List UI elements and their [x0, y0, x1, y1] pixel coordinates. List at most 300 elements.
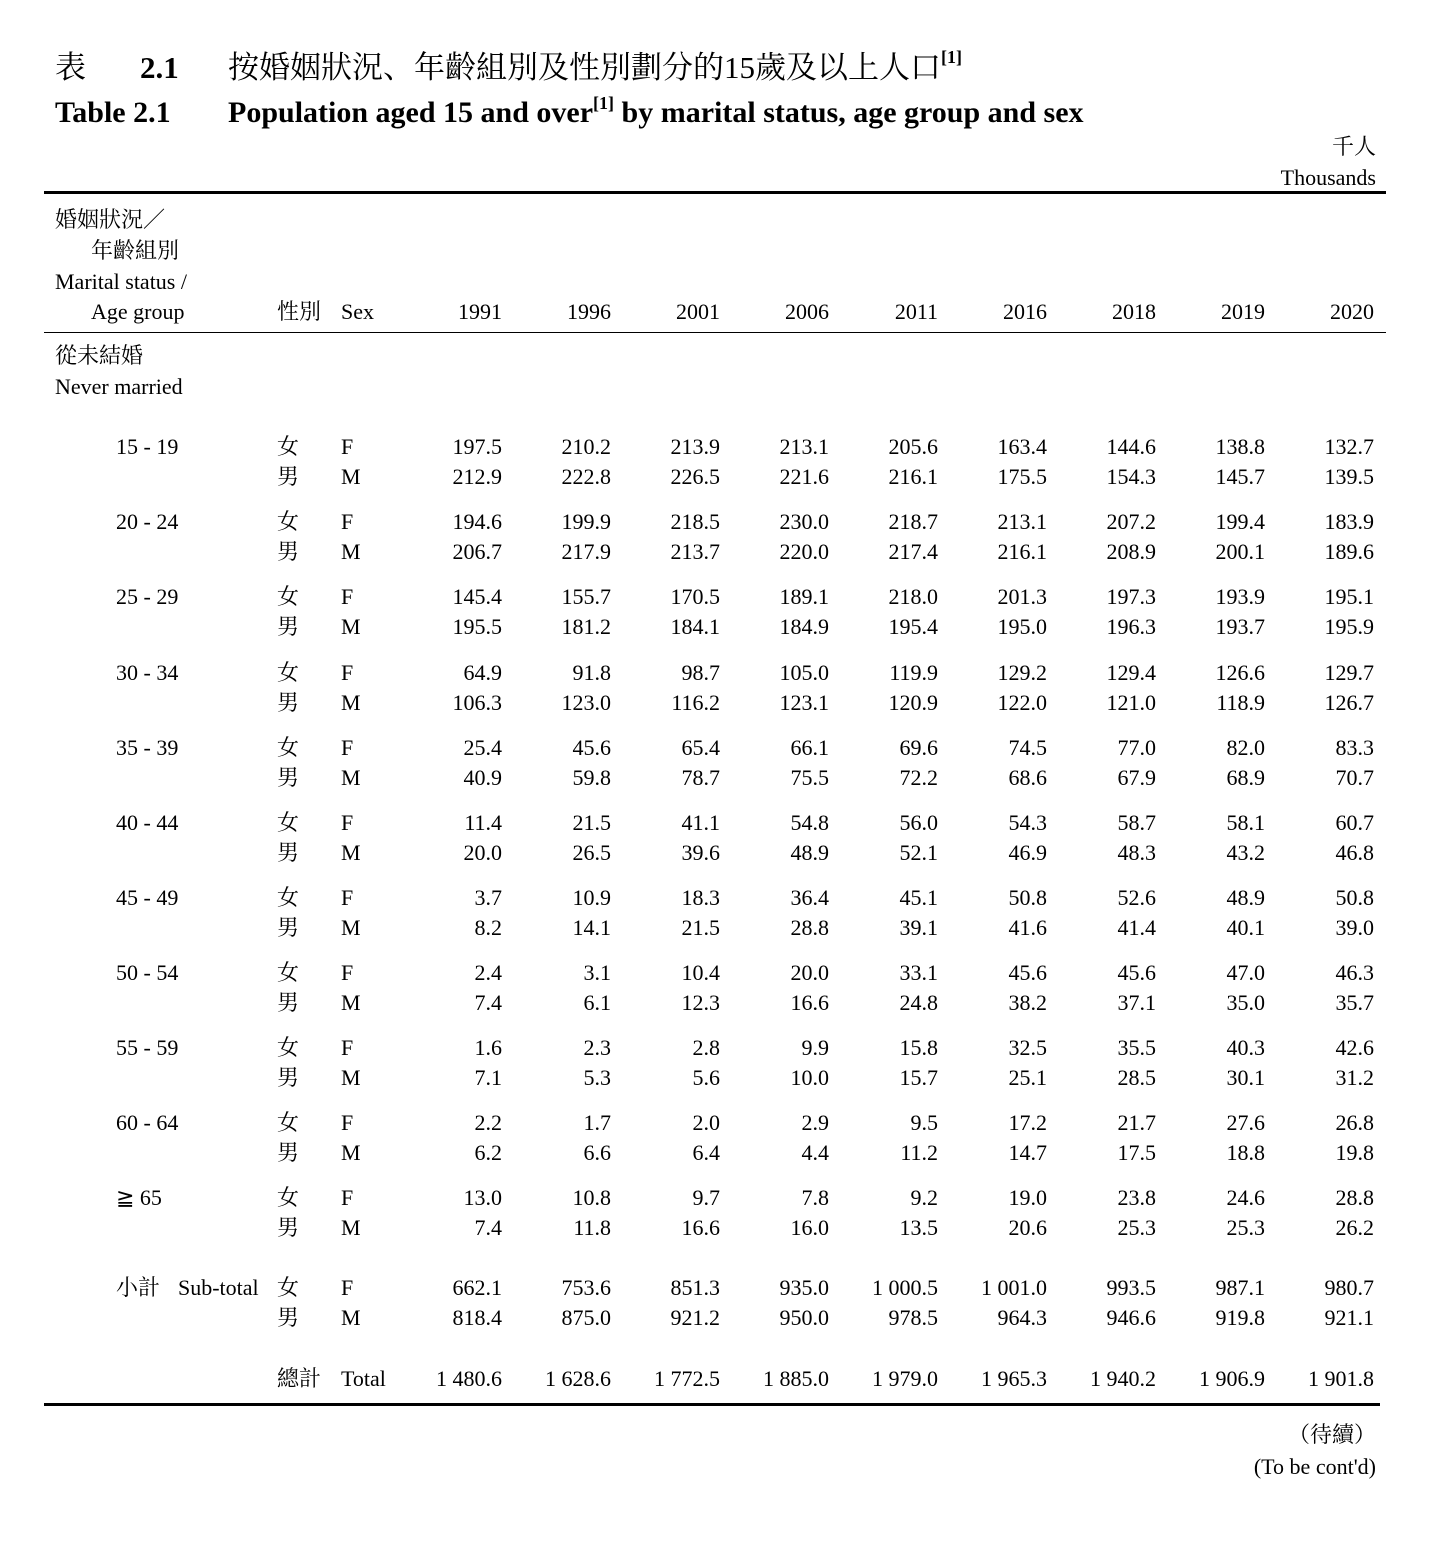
value-cell-f: 132.7: [1324, 434, 1374, 459]
value-cell-f: 82.0: [1226, 735, 1265, 760]
value-cell-m: 16.0: [790, 1215, 829, 1240]
sex-m-en: M: [341, 690, 361, 715]
sex-f-zh: 女: [277, 434, 300, 459]
age-group-label: 50 - 54: [116, 960, 179, 985]
subtotal-cell-f: 1 001.0: [981, 1275, 1047, 1300]
year-header: 2011: [894, 299, 938, 324]
value-cell-f: 119.9: [889, 660, 938, 685]
total-cell: 1 906.9: [1199, 1366, 1265, 1391]
sex-f-zh: 女: [277, 1035, 300, 1060]
value-cell-f: 50.8: [1335, 885, 1374, 910]
value-cell-f: 58.7: [1117, 810, 1156, 835]
value-cell-m: 72.2: [899, 765, 938, 790]
sex-f-en: F: [341, 509, 354, 534]
value-cell-f: 21.7: [1117, 1110, 1156, 1135]
value-cell-f: 48.9: [1226, 885, 1265, 910]
value-cell-m: 181.2: [561, 614, 611, 639]
value-cell-f: 197.3: [1106, 584, 1156, 609]
value-cell-m: 41.6: [1008, 915, 1047, 940]
value-cell-f: 197.5: [452, 434, 502, 459]
age-group-label: 35 - 39: [116, 735, 179, 760]
subtotal-cell-f: 980.7: [1324, 1275, 1374, 1300]
subtotal-zh: 小計: [116, 1275, 161, 1300]
subtotal-cell-f: 935.0: [779, 1275, 829, 1300]
value-cell-f: 1.7: [583, 1110, 611, 1135]
value-cell-m: 222.8: [561, 464, 611, 489]
sex-f-en: F: [341, 1185, 354, 1210]
value-cell-m: 68.9: [1226, 765, 1265, 790]
value-cell-f: 129.4: [1106, 660, 1156, 685]
value-cell-f: 2.8: [692, 1035, 720, 1060]
value-cell-m: 139.5: [1324, 464, 1374, 489]
value-cell-f: 205.6: [888, 434, 938, 459]
sex-header-zh: 性別: [277, 299, 322, 324]
value-cell-m: 43.2: [1226, 840, 1265, 865]
value-cell-f: 60.7: [1335, 810, 1374, 835]
sex-m-zh: 男: [277, 1140, 300, 1165]
value-cell-f: 20.0: [790, 960, 829, 985]
value-cell-m: 37.1: [1117, 990, 1156, 1015]
value-cell-m: 40.1: [1226, 915, 1265, 940]
year-header: 1991: [458, 299, 502, 324]
value-cell-m: 121.0: [1106, 690, 1156, 715]
value-cell-f: 54.3: [1008, 810, 1047, 835]
total-zh: 總計: [277, 1366, 322, 1391]
value-cell-m: 145.7: [1215, 464, 1265, 489]
sex-m-en: M: [341, 1215, 361, 1240]
value-cell-f: 64.9: [463, 660, 502, 685]
value-cell-f: 45.6: [572, 735, 611, 760]
value-cell-m: 40.9: [463, 765, 502, 790]
value-cell-f: 183.9: [1324, 509, 1374, 534]
value-cell-m: 189.6: [1324, 539, 1374, 564]
value-cell-f: 13.0: [463, 1185, 502, 1210]
sex-f-en: F: [341, 885, 354, 910]
value-cell-f: 54.8: [790, 810, 829, 835]
value-cell-m: 38.2: [1008, 990, 1047, 1015]
value-cell-f: 163.4: [997, 434, 1047, 459]
value-cell-m: 31.2: [1335, 1065, 1374, 1090]
value-cell-f: 42.6: [1335, 1035, 1374, 1060]
value-cell-m: 24.8: [899, 990, 938, 1015]
title-zh-text: [228, 47, 962, 85]
value-cell-f: 52.6: [1117, 885, 1156, 910]
value-cell-m: 195.0: [997, 614, 1047, 639]
value-cell-m: 25.1: [1008, 1065, 1047, 1090]
value-cell-f: 46.3: [1335, 960, 1374, 985]
value-cell-m: 6.2: [474, 1140, 502, 1165]
value-cell-m: 123.1: [779, 690, 829, 715]
subtotal-cell-m: 919.8: [1215, 1305, 1265, 1330]
sex-m-zh: 男: [277, 1215, 300, 1240]
value-cell-m: 48.9: [790, 840, 829, 865]
value-cell-f: 213.1: [997, 509, 1047, 534]
value-cell-m: 4.4: [801, 1140, 829, 1165]
unit-en: Thousands: [1280, 165, 1376, 190]
value-cell-f: 144.6: [1106, 434, 1156, 459]
stub-header-en-1: Marital status /: [55, 269, 187, 294]
sex-f-en: F: [341, 1035, 354, 1060]
value-cell-m: 26.2: [1335, 1215, 1374, 1240]
value-cell-m: 35.7: [1335, 990, 1374, 1015]
sex-m-zh: 男: [277, 840, 300, 865]
value-cell-m: 122.0: [997, 690, 1047, 715]
value-cell-f: 26.8: [1335, 1110, 1374, 1135]
value-cell-m: 25.3: [1226, 1215, 1265, 1240]
sex-m-en: M: [341, 990, 361, 1015]
continued-zh: （待續）: [1287, 1422, 1376, 1447]
section-en: Never married: [55, 374, 183, 399]
sex-m-zh: 男: [277, 690, 300, 715]
value-cell-m: 39.6: [681, 840, 720, 865]
year-header: 2018: [1112, 299, 1156, 324]
value-cell-f: 170.5: [670, 584, 720, 609]
value-cell-m: 184.9: [779, 614, 829, 639]
continued-en: (To be cont'd): [1253, 1454, 1376, 1479]
value-cell-f: 45.1: [899, 885, 938, 910]
value-cell-f: 45.6: [1117, 960, 1156, 985]
value-cell-f: 129.7: [1324, 660, 1374, 685]
value-cell-f: 210.2: [561, 434, 611, 459]
value-cell-f: 21.5: [572, 810, 611, 835]
value-cell-m: 70.7: [1335, 765, 1374, 790]
sex-f-en: F: [341, 660, 354, 685]
value-cell-f: 32.5: [1008, 1035, 1047, 1060]
sex-m-zh: 男: [277, 539, 300, 564]
value-cell-f: 3.7: [474, 885, 502, 910]
value-cell-f: 207.2: [1106, 509, 1156, 534]
value-cell-m: 154.3: [1106, 464, 1156, 489]
value-cell-m: 208.9: [1106, 539, 1156, 564]
value-cell-f: 2.0: [692, 1110, 720, 1135]
sex-m-en: M: [341, 464, 361, 489]
value-cell-f: 2.3: [583, 1035, 611, 1060]
sex-m-en: M: [341, 1305, 361, 1330]
value-cell-m: 16.6: [681, 1215, 720, 1240]
title-zh-label: 表: [55, 50, 86, 85]
sex-f-zh: 女: [277, 1275, 300, 1300]
subtotal-cell-m: 875.0: [561, 1305, 611, 1330]
section-zh: 從未結婚: [55, 343, 144, 368]
sex-m-en: M: [341, 915, 361, 940]
value-cell-f: 41.1: [681, 810, 720, 835]
value-cell-m: 14.7: [1008, 1140, 1047, 1165]
total-cell: 1 628.6: [545, 1366, 611, 1391]
title-number-zh: 2.1: [140, 50, 179, 85]
value-cell-f: 74.5: [1008, 735, 1047, 760]
total-cell: 1 772.5: [654, 1366, 720, 1391]
value-cell-f: 7.8: [801, 1185, 829, 1210]
age-group-label: 20 - 24: [116, 509, 179, 534]
subtotal-cell-m: 950.0: [779, 1305, 829, 1330]
value-cell-m: 14.1: [572, 915, 611, 940]
value-cell-m: 39.1: [899, 915, 938, 940]
sex-m-zh: 男: [277, 915, 300, 940]
sex-m-en: M: [341, 539, 361, 564]
value-cell-m: 195.9: [1324, 614, 1374, 639]
value-cell-m: 196.3: [1106, 614, 1156, 639]
value-cell-m: 6.4: [692, 1140, 720, 1165]
value-cell-f: 218.5: [670, 509, 720, 534]
value-cell-f: 77.0: [1117, 735, 1156, 760]
bottom-rule: [44, 1403, 1380, 1406]
value-cell-f: 10.9: [572, 885, 611, 910]
year-header: 2001: [676, 299, 720, 324]
value-cell-m: 18.8: [1226, 1140, 1265, 1165]
value-cell-m: 19.8: [1335, 1140, 1374, 1165]
sex-f-en: F: [341, 960, 354, 985]
subtotal-cell-m: 818.4: [452, 1305, 502, 1330]
value-cell-f: 213.9: [670, 434, 720, 459]
value-cell-m: 116.2: [671, 690, 720, 715]
value-cell-m: 5.6: [692, 1065, 720, 1090]
value-cell-m: 48.3: [1117, 840, 1156, 865]
subtotal-cell-m: 978.5: [888, 1305, 938, 1330]
value-cell-m: 226.5: [670, 464, 720, 489]
value-cell-f: 18.3: [681, 885, 720, 910]
value-cell-f: 9.9: [801, 1035, 829, 1060]
top-rule: [44, 191, 1386, 194]
title-en-main: Population aged 15 and over: [228, 96, 594, 129]
value-cell-f: 17.2: [1008, 1110, 1047, 1135]
age-group-label: 25 - 29: [116, 584, 179, 609]
total-cell: 1 940.2: [1090, 1366, 1156, 1391]
value-cell-f: 23.8: [1117, 1185, 1156, 1210]
age-group-label: 40 - 44: [116, 810, 179, 835]
sex-f-zh: 女: [277, 735, 300, 760]
sex-f-zh: 女: [277, 1185, 300, 1210]
total-cell: 1 965.3: [981, 1366, 1047, 1391]
value-cell-m: 118.9: [1216, 690, 1265, 715]
value-cell-m: 195.5: [452, 614, 502, 639]
value-cell-m: 6.1: [583, 990, 611, 1015]
value-cell-f: 9.7: [692, 1185, 720, 1210]
value-cell-f: 65.4: [681, 735, 720, 760]
sex-m-en: M: [341, 765, 361, 790]
total-en: Total: [341, 1366, 386, 1391]
subtotal-cell-m: 921.2: [670, 1305, 720, 1330]
age-group-label: 30 - 34: [116, 660, 179, 685]
value-cell-m: 28.5: [1117, 1065, 1156, 1090]
title-en-rest: by marital status, age group and sex: [614, 96, 1084, 129]
value-cell-m: 21.5: [681, 915, 720, 940]
value-cell-f: 27.6: [1226, 1110, 1265, 1135]
sex-f-en: F: [341, 735, 354, 760]
title-zh-footnote: [1]: [941, 47, 962, 67]
title-en-footnote: [1]: [593, 93, 615, 113]
value-cell-m: 78.7: [681, 765, 720, 790]
value-cell-m: 16.6: [790, 990, 829, 1015]
subtotal-cell-m: 964.3: [997, 1305, 1047, 1330]
subtotal-cell-f: 662.1: [452, 1275, 502, 1300]
value-cell-f: 56.0: [899, 810, 938, 835]
value-cell-m: 12.3: [681, 990, 720, 1015]
value-cell-f: 58.1: [1226, 810, 1265, 835]
value-cell-f: 83.3: [1335, 735, 1374, 760]
value-cell-f: 10.8: [572, 1185, 611, 1210]
sex-m-zh: 男: [277, 990, 300, 1015]
sex-m-en: M: [341, 840, 361, 865]
year-header: 2019: [1221, 299, 1265, 324]
subtotal-cell-f: 1 000.5: [872, 1275, 938, 1300]
sex-m-en: M: [341, 614, 361, 639]
value-cell-m: 220.0: [779, 539, 829, 564]
value-cell-f: 145.4: [452, 584, 502, 609]
value-cell-m: 59.8: [572, 765, 611, 790]
value-cell-f: 195.1: [1324, 584, 1374, 609]
value-cell-f: 1.6: [474, 1035, 502, 1060]
value-cell-m: 28.8: [790, 915, 829, 940]
sex-f-zh: 女: [277, 1110, 300, 1135]
year-header: 1996: [567, 299, 611, 324]
title-en-text: [228, 93, 1084, 129]
value-cell-f: 10.4: [681, 960, 720, 985]
value-cell-f: 213.1: [779, 434, 829, 459]
value-cell-m: 46.9: [1008, 840, 1047, 865]
value-cell-f: 40.3: [1226, 1035, 1265, 1060]
value-cell-m: 7.4: [474, 1215, 502, 1240]
title-en-label: Table 2.1: [55, 96, 171, 129]
sex-f-zh: 女: [277, 584, 300, 609]
title-zh-main: 按婚姻狀況、年齡組別及性別劃分的15歲及以上人口: [228, 50, 941, 85]
value-cell-f: 50.8: [1008, 885, 1047, 910]
value-cell-f: 129.2: [997, 660, 1047, 685]
value-cell-m: 41.4: [1117, 915, 1156, 940]
value-cell-f: 126.6: [1215, 660, 1265, 685]
value-cell-f: 199.9: [561, 509, 611, 534]
year-header: 2006: [785, 299, 829, 324]
value-cell-m: 75.5: [790, 765, 829, 790]
value-cell-f: 28.8: [1335, 1185, 1374, 1210]
value-cell-m: 217.4: [888, 539, 938, 564]
value-cell-f: 218.0: [888, 584, 938, 609]
value-cell-f: 105.0: [779, 660, 829, 685]
value-cell-f: 15.8: [899, 1035, 938, 1060]
age-group-label: 45 - 49: [116, 885, 179, 910]
sex-f-en: F: [341, 810, 354, 835]
sex-f-en: F: [341, 434, 354, 459]
value-cell-f: 194.6: [452, 509, 502, 534]
value-cell-m: 8.2: [474, 915, 502, 940]
sex-f-zh: 女: [277, 960, 300, 985]
sex-m-zh: 男: [277, 464, 300, 489]
stub-header-en-2: Age group: [91, 299, 185, 324]
sex-m-zh: 男: [277, 1065, 300, 1090]
stub-header-zh-1: 婚姻狀況／: [55, 207, 166, 232]
sex-f-en: F: [341, 584, 354, 609]
value-cell-f: 36.4: [790, 885, 829, 910]
value-cell-m: 7.1: [474, 1065, 502, 1090]
sex-f-zh: 女: [277, 509, 300, 534]
sex-f-en: F: [341, 1110, 354, 1135]
value-cell-f: 19.0: [1008, 1185, 1047, 1210]
value-cell-f: 199.4: [1215, 509, 1265, 534]
value-cell-m: 46.8: [1335, 840, 1374, 865]
value-cell-m: 20.6: [1008, 1215, 1047, 1240]
value-cell-m: 206.7: [452, 539, 502, 564]
total-cell: 1 885.0: [763, 1366, 829, 1391]
value-cell-m: 39.0: [1335, 915, 1374, 940]
value-cell-f: 91.8: [572, 660, 611, 685]
sex-m-en: M: [341, 1065, 361, 1090]
value-cell-m: 67.9: [1117, 765, 1156, 790]
value-cell-m: 175.5: [997, 464, 1047, 489]
value-cell-f: 25.4: [463, 735, 502, 760]
sex-f-zh: 女: [277, 660, 300, 685]
value-cell-f: 189.1: [779, 584, 829, 609]
value-cell-m: 216.1: [888, 464, 938, 489]
value-cell-f: 66.1: [790, 735, 829, 760]
value-cell-m: 15.7: [899, 1065, 938, 1090]
value-cell-m: 106.3: [452, 690, 502, 715]
value-cell-m: 10.0: [790, 1065, 829, 1090]
value-cell-m: 13.5: [899, 1215, 938, 1240]
total-cell: 1 901.8: [1308, 1366, 1374, 1391]
value-cell-m: 120.9: [888, 690, 938, 715]
year-header: 2016: [1003, 299, 1047, 324]
header-rule: [44, 332, 1386, 333]
value-cell-f: 2.9: [801, 1110, 829, 1135]
value-cell-m: 212.9: [452, 464, 502, 489]
value-cell-m: 217.9: [561, 539, 611, 564]
sex-f-zh: 女: [277, 810, 300, 835]
value-cell-f: 45.6: [1008, 960, 1047, 985]
sex-m-zh: 男: [277, 614, 300, 639]
subtotal-cell-m: 946.6: [1106, 1305, 1156, 1330]
value-cell-m: 17.5: [1117, 1140, 1156, 1165]
value-cell-f: 24.6: [1226, 1185, 1265, 1210]
value-cell-f: 47.0: [1226, 960, 1265, 985]
age-group-label: ≧ 65: [116, 1185, 162, 1210]
total-cell: 1 480.6: [436, 1366, 502, 1391]
stub-header-zh-2: 年齡組別: [91, 238, 180, 263]
value-cell-f: 218.7: [888, 509, 938, 534]
value-cell-f: 69.6: [899, 735, 938, 760]
value-cell-f: 3.1: [583, 960, 611, 985]
value-cell-m: 213.7: [670, 539, 720, 564]
value-cell-m: 20.0: [463, 840, 502, 865]
age-group-label: 15 - 19: [116, 434, 179, 459]
subtotal-cell-f: 993.5: [1106, 1275, 1156, 1300]
sex-f-zh: 女: [277, 885, 300, 910]
value-cell-m: 25.3: [1117, 1215, 1156, 1240]
sex-m-zh: 男: [277, 1305, 300, 1330]
sex-f-en: F: [341, 1275, 354, 1300]
value-cell-m: 5.3: [583, 1065, 611, 1090]
value-cell-m: 52.1: [899, 840, 938, 865]
subtotal-cell-f: 987.1: [1215, 1275, 1265, 1300]
value-cell-f: 2.2: [474, 1110, 502, 1135]
value-cell-m: 7.4: [474, 990, 502, 1015]
subtotal-cell-m: 921.1: [1324, 1305, 1374, 1330]
value-cell-f: 193.9: [1215, 584, 1265, 609]
value-cell-f: 230.0: [779, 509, 829, 534]
year-header: 2020: [1330, 299, 1374, 324]
value-cell-f: 35.5: [1117, 1035, 1156, 1060]
value-cell-m: 26.5: [572, 840, 611, 865]
value-cell-m: 123.0: [561, 690, 611, 715]
value-cell-f: 9.5: [910, 1110, 938, 1135]
subtotal-cell-f: 753.6: [561, 1275, 611, 1300]
value-cell-m: 35.0: [1226, 990, 1265, 1015]
sex-header-en: Sex: [341, 299, 374, 324]
value-cell-m: 6.6: [583, 1140, 611, 1165]
value-cell-m: 126.7: [1324, 690, 1374, 715]
unit-zh: 千人: [1331, 134, 1376, 159]
total-cell: 1 979.0: [872, 1366, 938, 1391]
age-group-label: 60 - 64: [116, 1110, 179, 1135]
value-cell-m: 184.1: [670, 614, 720, 639]
